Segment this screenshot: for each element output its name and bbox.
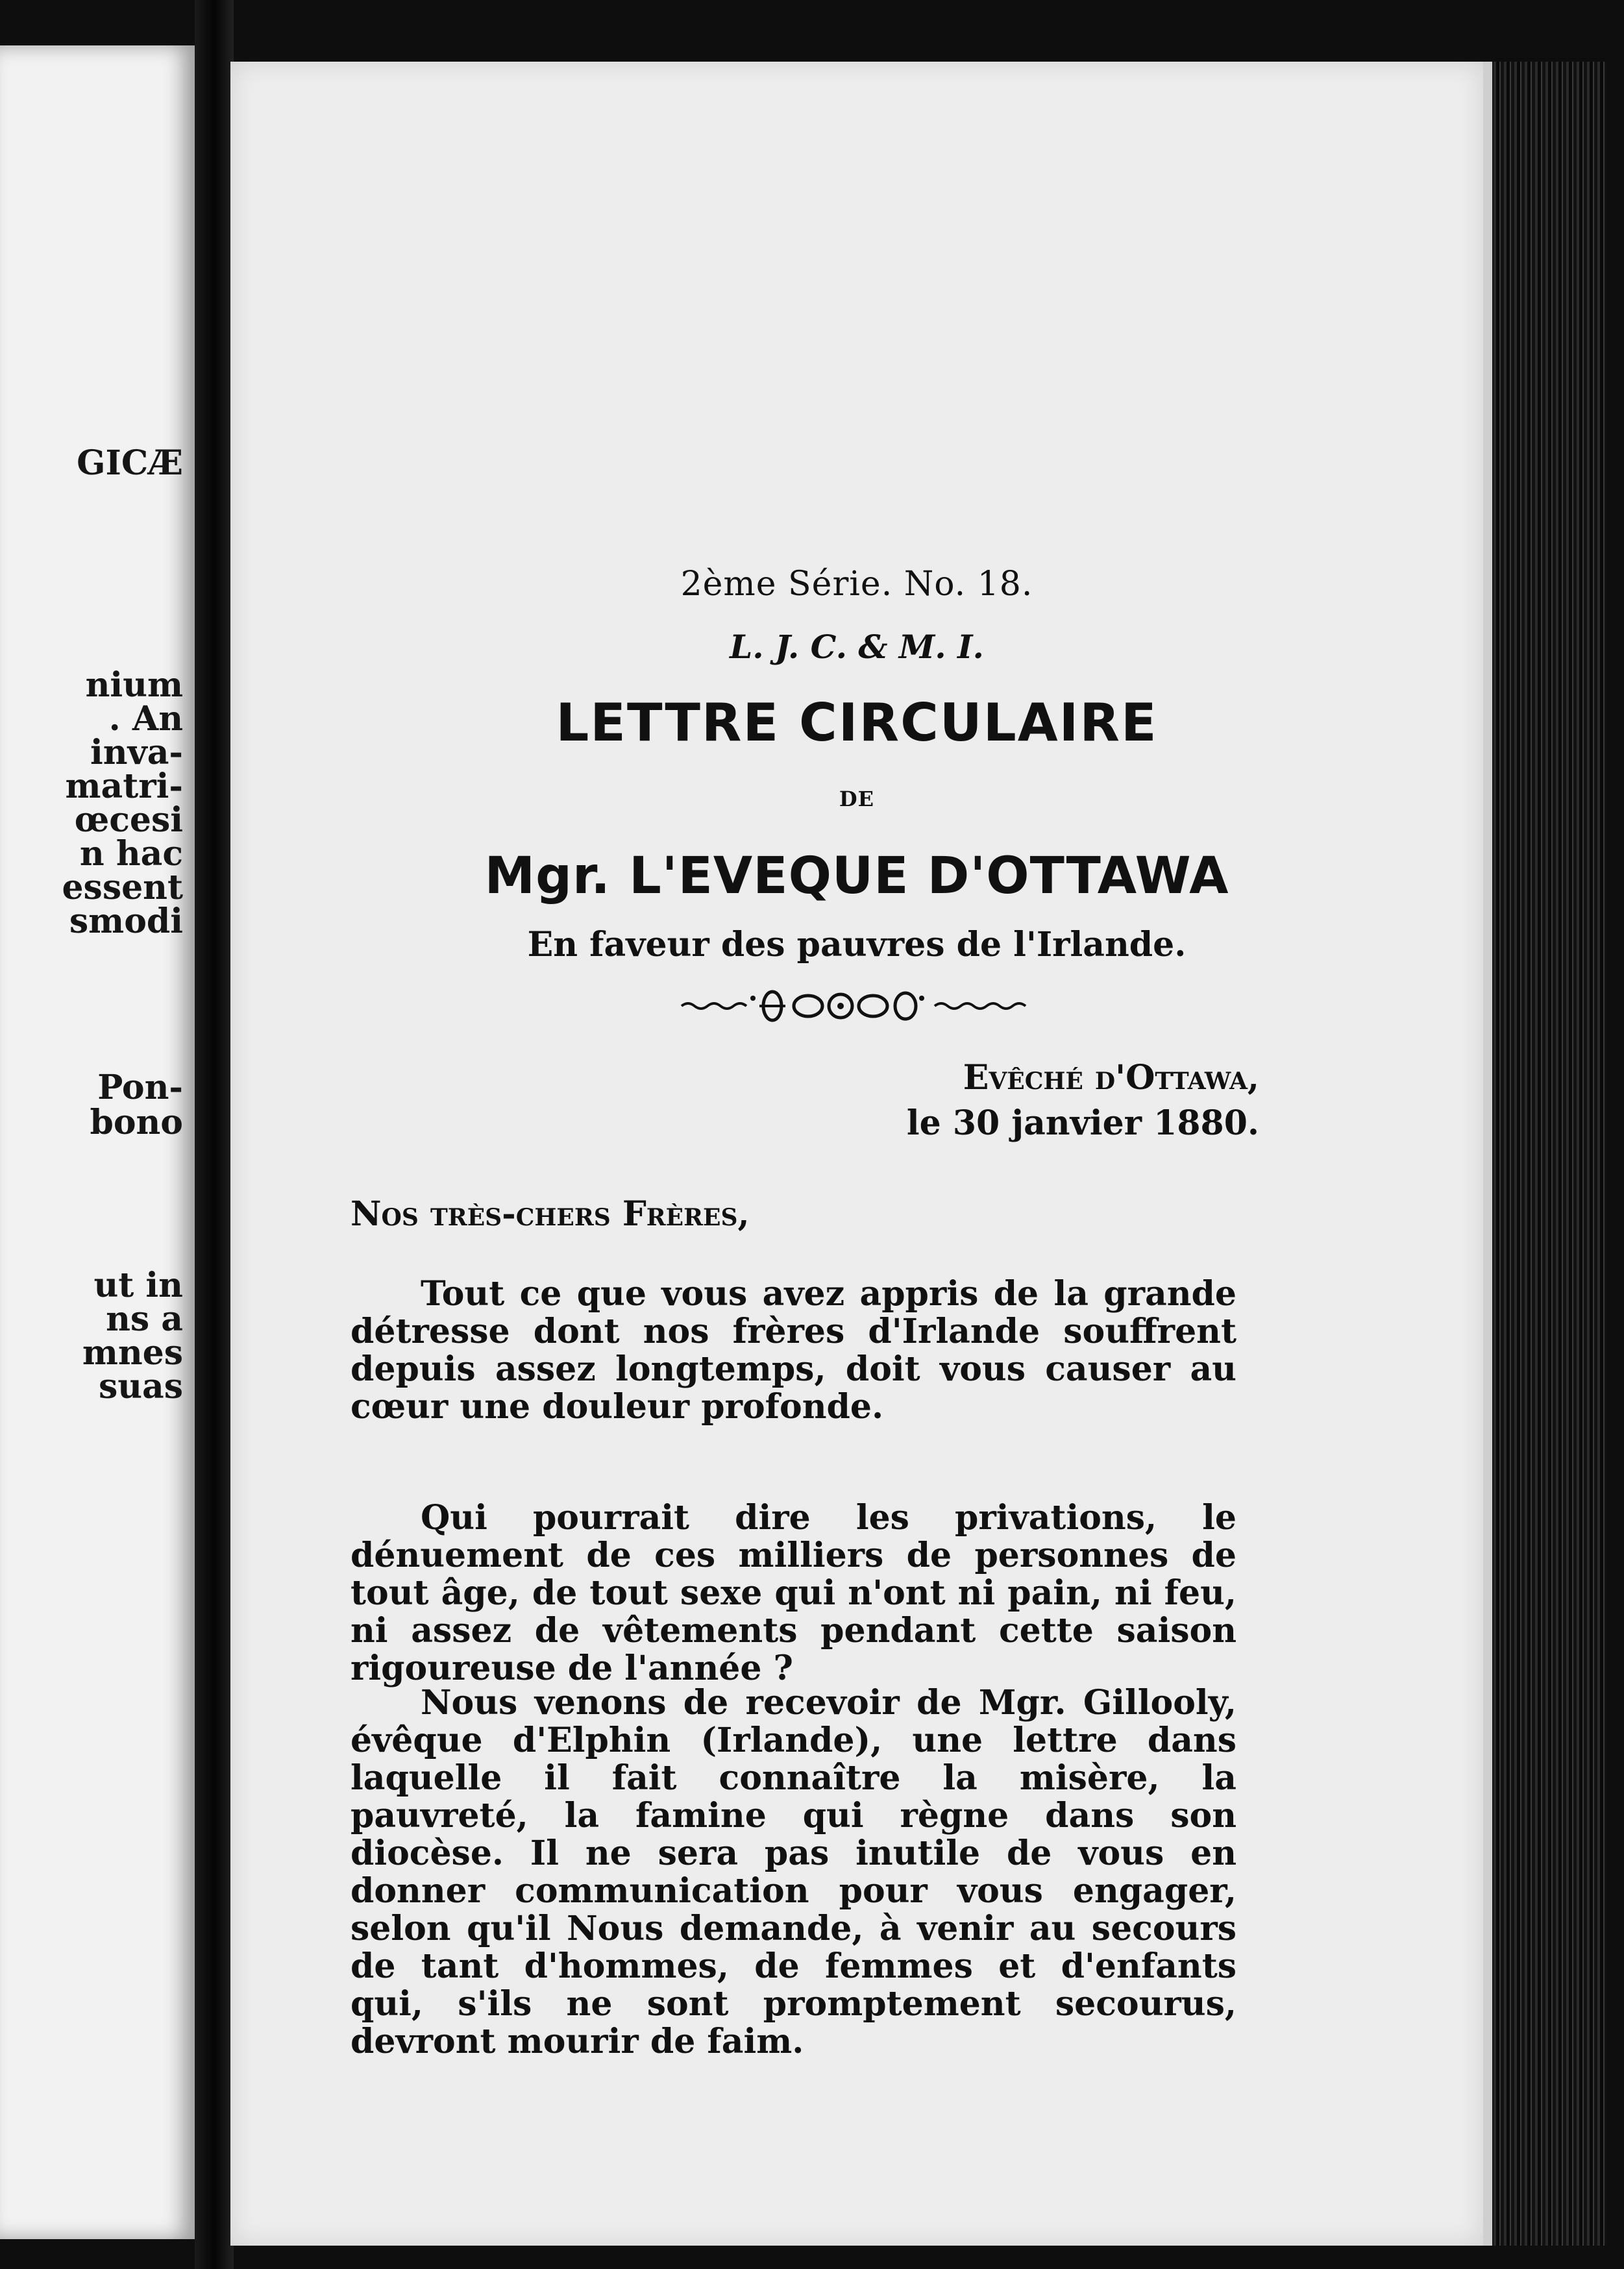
decorative-ornament-icon — [675, 987, 1039, 1025]
left-page-line: ns a — [106, 1299, 183, 1339]
left-facing-page — [0, 45, 195, 2239]
left-page-line: ut in — [93, 1266, 183, 1305]
left-page-line: Pon- — [97, 1068, 183, 1107]
body-paragraph: Nous venons de recevoir de Mgr. Gillooly, évêque d'Elphin (Irlande), une lettre dans laquelle il fait connaître la misère, la pauvreté, la famine qui règne dans son diocèse. Il ne sera pas inutile de vous en donner communication pour vous engager, selon qu'il Nous demande, à venir au secours de tant d'hommes, de femmes et d'enfants qui, s'ils ne sont promptement secourus, devront mourir de faim. — [351, 1683, 1236, 2061]
left-page-line: matri- — [65, 767, 183, 806]
left-page-line: GICÆ — [77, 443, 183, 483]
salutation: Nos très-chers Frères, — [351, 1194, 750, 1234]
left-page-line: nium — [85, 665, 183, 705]
body-paragraph: Qui pourrait dire les privations, le dénuement de ces milliers de personnes de tout âge, de tout sexe qui n'ont ni pain, ni feu, ni assez de vêtements pendant cette saison rigoureuse de l'année ? — [351, 1498, 1236, 1688]
author-line: Mgr. L'EVEQUE D'OTTAWA — [484, 847, 1229, 905]
left-page-line: smodi — [69, 901, 183, 941]
subtitle: En faveur des pauvres de l'Irlande. — [527, 925, 1187, 964]
left-page-line: mnes — [82, 1333, 183, 1373]
left-page-line: n hac — [79, 834, 183, 874]
page-edge-highlight — [1483, 62, 1492, 2246]
series-number: 2ème Série. No. 18. — [680, 565, 1033, 604]
document-title: LETTRE CIRCULAIRE — [556, 693, 1158, 753]
book-gutter — [195, 0, 234, 2269]
left-page-line: . An — [108, 699, 183, 739]
left-page-line: inva- — [90, 733, 183, 772]
dateline-place: Evêché d'Ottawa, — [963, 1058, 1259, 1098]
motto: L. J. C. & M. I. — [730, 628, 984, 666]
main-page — [230, 62, 1483, 2246]
title-connector: DE — [839, 787, 875, 811]
book-page-edges — [1483, 62, 1606, 2246]
left-page-line: bono — [90, 1103, 183, 1142]
left-page-line: essent — [62, 868, 183, 907]
left-page-line: suas — [98, 1367, 183, 1406]
dateline-date: le 30 janvier 1880. — [906, 1103, 1259, 1143]
left-page-line: œcesi — [74, 800, 183, 840]
body-paragraph: Tout ce que vous avez appris de la grande détresse dont nos frères d'Irlande souffrent depuis assez longtemps, doit vous causer au cœur une douleur profonde. — [351, 1274, 1236, 1427]
